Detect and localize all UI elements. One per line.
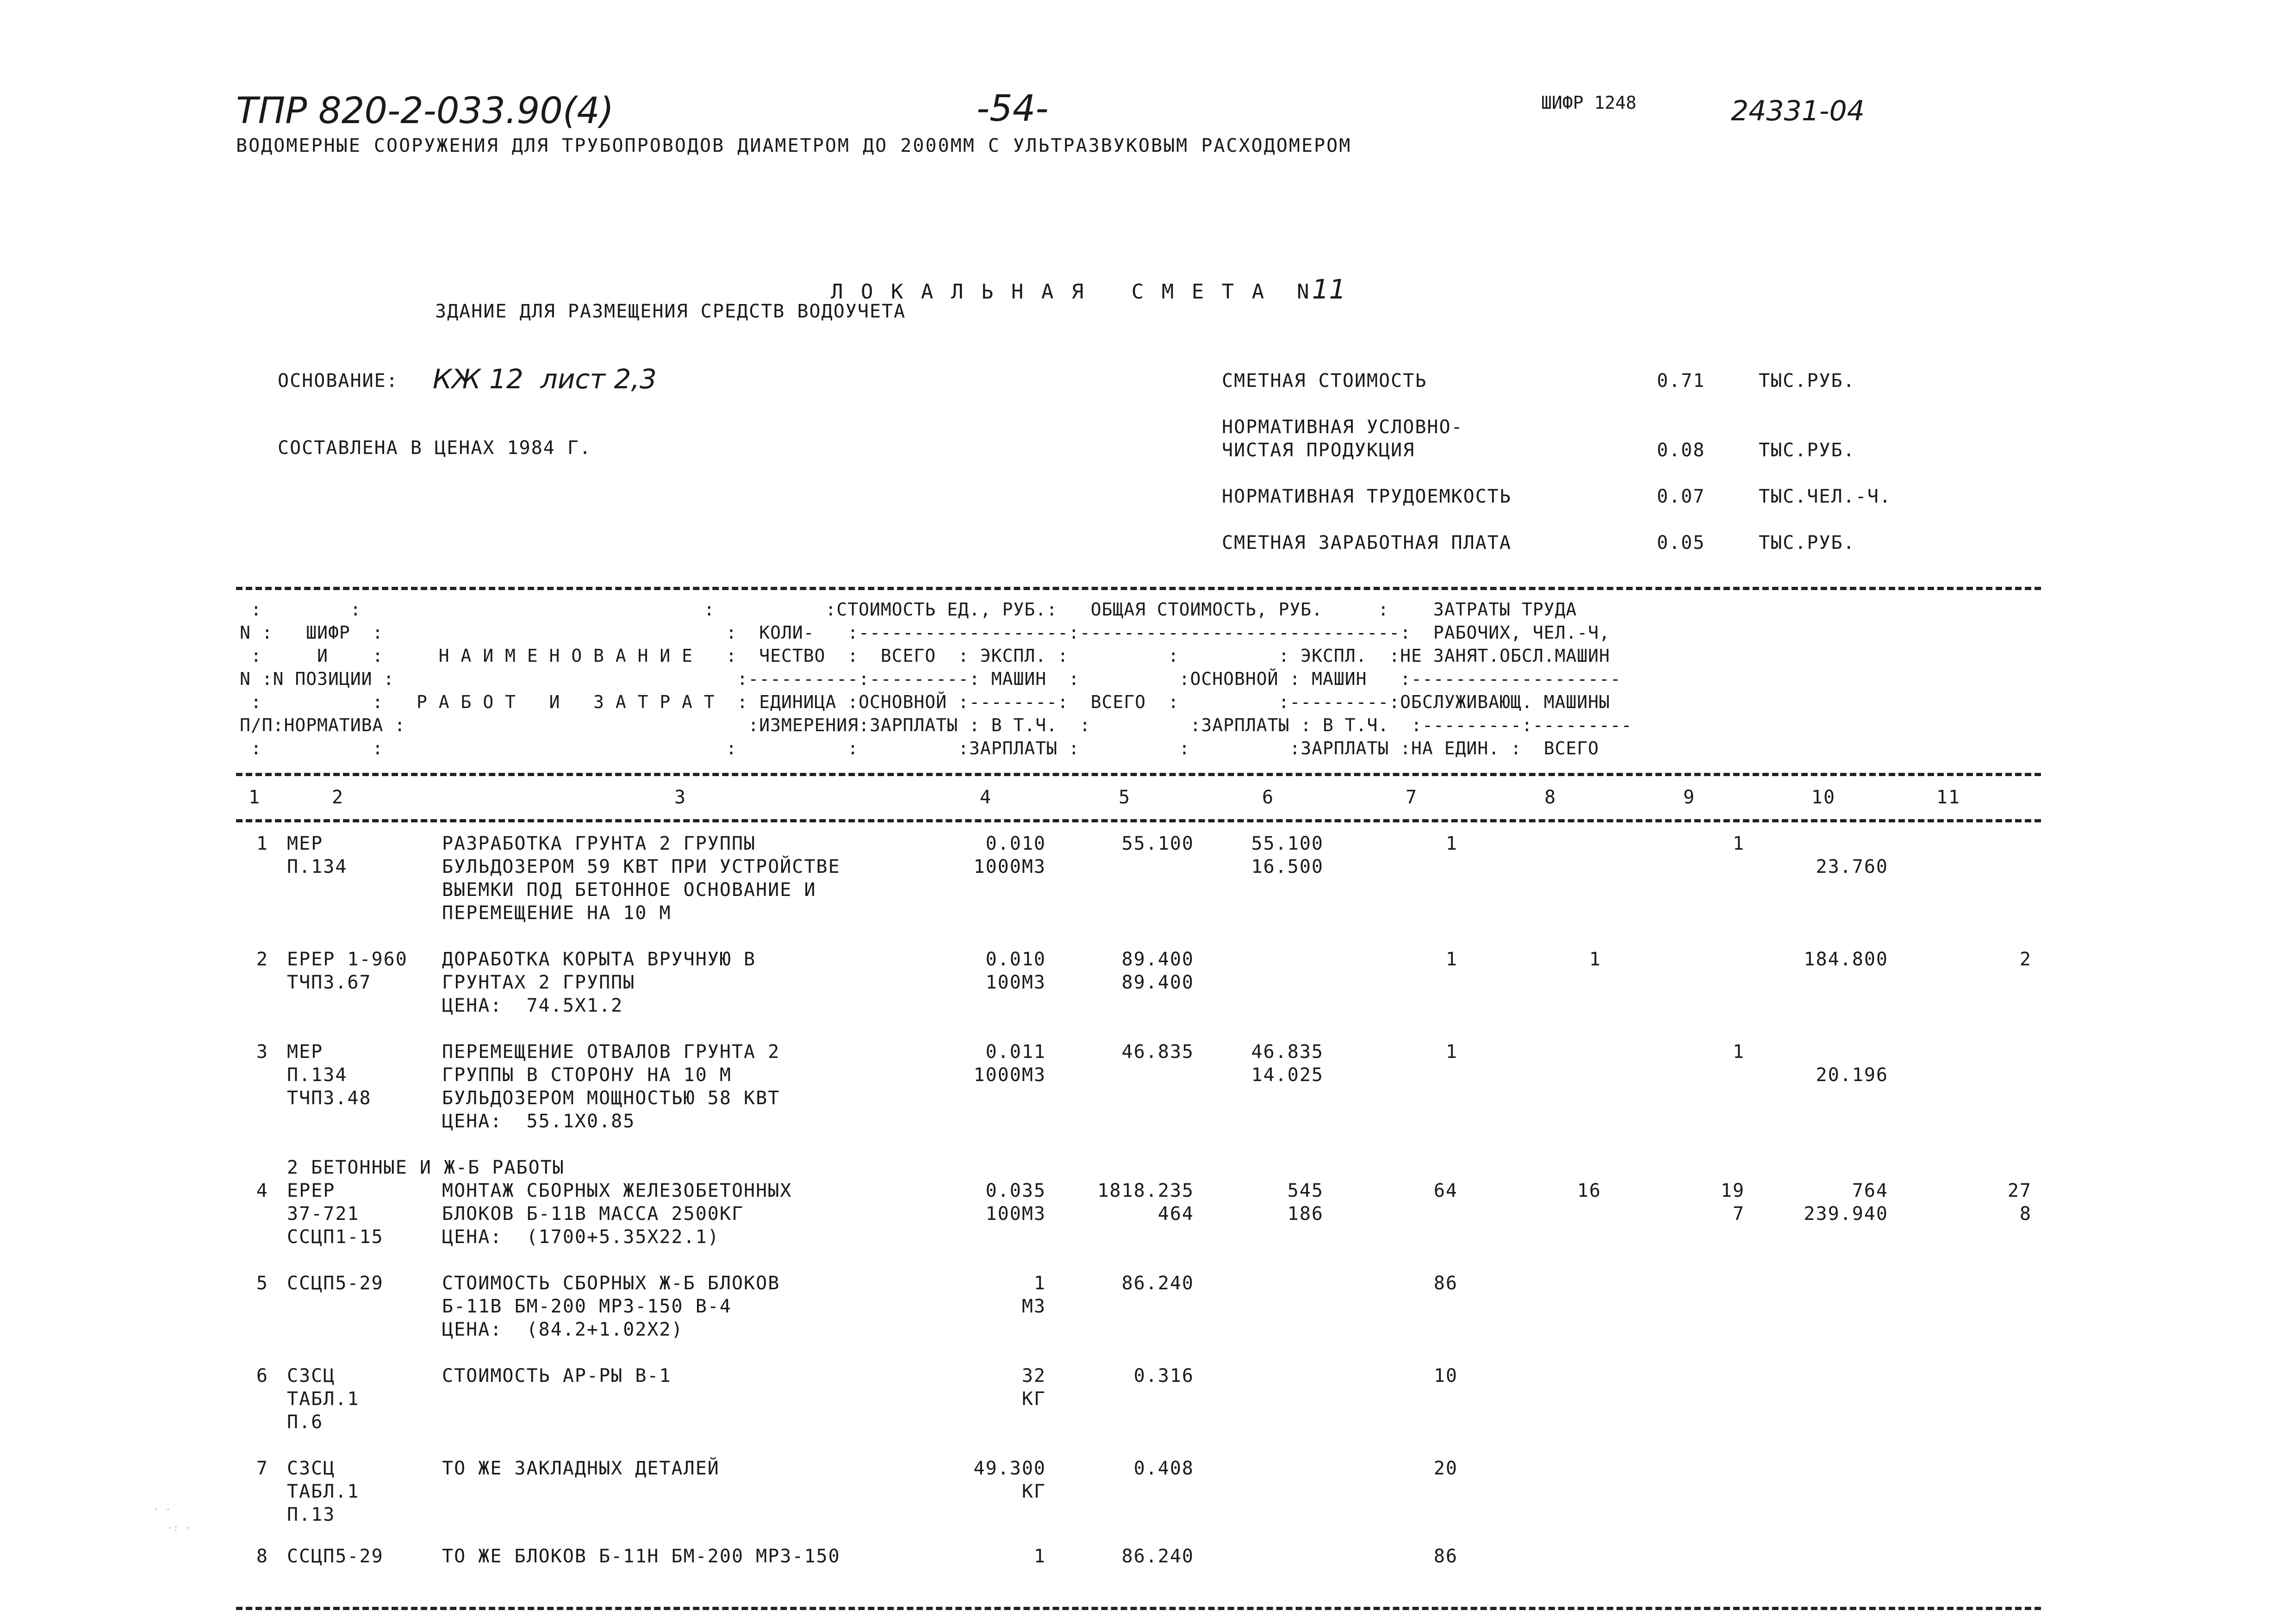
summary-label: НОРМАТИВНАЯ УСЛОВНО- [1222,417,1463,438]
machine-cost: 19 [1720,1180,1745,1201]
basis-label: ОСНОВАНИЕ: [278,370,398,392]
machine-unit-cost: 46.835 [1251,1041,1324,1063]
work-name: БУЛЬДОЗЕРОМ 59 КВТ ПРИ УСТРОЙСТВЕ [442,856,840,877]
scan-speck: ·: · [167,1523,191,1534]
work-name: ПЕРЕМЕЩЕНИЕ НА 10 М [442,902,672,924]
summary-value: 0.71 [1657,370,1705,392]
table-bottom-rule [236,1607,2041,1610]
norm-code: СЗСЦ [287,1458,336,1479]
row-number: 7 [256,1458,268,1479]
column-number: 8 [1544,787,1557,808]
row-number: 4 [256,1180,268,1201]
norm-code: ЕРЕР [287,1180,336,1201]
summary-unit: ТЫС.ЧЕЛ.-Ч. [1759,486,1892,507]
document-code: ТПР 820-2-033.90(4) [236,90,614,132]
norm-code: ССЦП5-29 [287,1546,384,1567]
quantity: 1000М3 [973,856,1046,877]
quantity: 100М3 [985,972,1046,993]
work-name: ЦЕНА: 74.5Х1.2 [442,995,623,1016]
labor-per-unit: 184.800 [1804,949,1888,970]
column-number: 5 [1118,787,1131,808]
column-number: 10 [1811,787,1836,808]
machine-cost: 1 [1732,1041,1745,1063]
quantity: 0.011 [985,1041,1046,1063]
table-header-rule [236,773,2041,776]
total-cost: 86 [1433,1546,1458,1567]
norm-code: П.134 [287,856,348,877]
quantity: 0.035 [985,1180,1046,1201]
quantity: 0.010 [985,949,1046,970]
total-cost: 1 [1445,833,1458,854]
quantity: 100М3 [985,1203,1046,1225]
labor-per-unit: 239.940 [1804,1203,1888,1225]
unit-cost: 0.408 [1133,1458,1194,1479]
estimate-title-text: Л О К А Л Ь Н А Я С М Е Т А N [830,280,1312,304]
norm-code: ТЧПЗ.48 [287,1088,372,1109]
labor-total: 2 [2019,949,2032,970]
row-number: 6 [256,1365,268,1387]
unit-cost: 1818.235 [1097,1180,1194,1201]
norm-code: ССЦП5-29 [287,1273,384,1294]
total-cost: 86 [1433,1273,1458,1294]
row-number: 8 [256,1546,268,1567]
document-subtitle: ВОДОМЕРНЫЕ СООРУЖЕНИЯ ДЛЯ ТРУБОПРОВОДОВ ДИАМЕТРОМ ДО 2000ММ С УЛЬТРАЗВУКОВЫМ РАСХОДОМЕРОМ [236,135,1352,156]
work-name: ВЫЕМКИ ПОД БЕТОННОЕ ОСНОВАНИЕ И [442,879,816,901]
work-name: БЛОКОВ Б-11В МАССА 2500КГ [442,1203,744,1225]
norm-code: ССЦП1-15 [287,1226,384,1248]
row-number: 5 [256,1273,268,1294]
quantity: 0.010 [985,833,1046,854]
total-cost: 1 [1445,1041,1458,1063]
machine-unit-cost: 545 [1287,1180,1324,1201]
total-cost: 10 [1433,1365,1458,1387]
work-name: Б-11В БМ-200 МРЗ-150 В-4 [442,1296,732,1317]
work-name: ЦЕНА: (1700+5.35Х22.1) [442,1226,720,1248]
summary-unit: ТЫС.РУБ. [1759,370,1855,392]
summary-label-continued: ЧИСТАЯ ПРОДУКЦИЯ [1222,440,1415,461]
scan-speck: · · [153,1504,171,1516]
table-header-line: : : Р А Б О Т И З А Т Р А Т : ЕДИНИЦА :ОСНОВНОЙ :--------: ВСЕГО : :---------:ОБСЛУЖИВАЮЩ. МАШИНЫ [240,692,1610,712]
norm-code: 37-721 [287,1203,360,1225]
table-header-line: : : : :СТОИМОСТЬ ЕД., РУБ.: ОБЩАЯ СТОИМОСТЬ, РУБ. : ЗАТРАТЫ ТРУДА [240,599,1577,620]
work-name: ПЕРЕМЕЩЕНИЕ ОТВАЛОВ ГРУНТА 2 [442,1041,780,1063]
summary-label: СМЕТНАЯ СТОИМОСТЬ [1222,370,1427,392]
quantity: М3 [1021,1296,1046,1317]
norm-code: ЕРЕР 1-960 [287,949,408,970]
quantity: КГ [1021,1481,1046,1502]
summary-label: НОРМАТИВНАЯ ТРУДОЕМКОСТЬ [1222,486,1512,507]
row-number: 2 [256,949,268,970]
work-name: ДОРАБОТКА КОРЫТА ВРУЧНУЮ В [442,949,756,970]
quantity: 1 [1033,1273,1046,1294]
labor-per-unit: 20.196 [1816,1064,1888,1086]
total-cost: 64 [1433,1180,1458,1201]
work-name: МОНТАЖ СБОРНЫХ ЖЕЛЕЗОБЕТОННЫХ [442,1180,792,1201]
summary-value: 0.07 [1657,486,1705,507]
unit-cost: 464 [1157,1203,1194,1225]
quantity: 1 [1033,1546,1046,1567]
base-wage: 1 [1589,949,1601,970]
work-name: ЦЕНА: 55.1Х0.85 [442,1111,635,1132]
page-number: -54- [977,88,1049,130]
norm-code: ТЧПЗ.67 [287,972,372,993]
column-number: 11 [1936,787,1961,808]
norm-code: МЕР [287,1041,324,1063]
unit-cost: 89.400 [1121,949,1194,970]
table-header-line: : И : Н А И М Е Н О В А Н И Е : ЧЕСТВО : ВСЕГО : ЭКСПЛ. : : : ЭКСПЛ. :НЕ ЗАНЯТ.ОБСЛ.МАШИН [240,646,1610,666]
work-name: СТОИМОСТЬ СБОРНЫХ Ж-Б БЛОКОВ [442,1273,780,1294]
column-number: 1 [248,787,261,808]
column-number: 7 [1405,787,1418,808]
norm-code: П.6 [287,1412,324,1433]
quantity: 49.300 [973,1458,1046,1479]
machine-cost: 1 [1732,833,1745,854]
machine-unit-cost: 14.025 [1251,1064,1324,1086]
work-name: ЦЕНА: (84.2+1.02Х2) [442,1319,684,1340]
table-header-line: : : : : :ЗАРПЛАТЫ : : :ЗАРПЛАТЫ :НА ЕДИН. : ВСЕГО [240,738,1599,759]
work-name: ГРУППЫ В СТОРОНУ НА 10 М [442,1064,732,1086]
summary-unit: ТЫС.РУБ. [1759,532,1855,553]
norm-code: ТАБЛ.1 [287,1388,360,1410]
unit-cost: 55.100 [1121,833,1194,854]
total-cost: 1 [1445,949,1458,970]
table-header-line: N : ШИФР : : КОЛИ- :-------------------:-----------------------------: РАБОЧИХ, ЧЕЛ.-Ч, [240,622,1610,643]
column-number: 2 [331,787,344,808]
column-number: 9 [1683,787,1696,808]
norm-code: ТАБЛ.1 [287,1481,360,1502]
unit-cost: 0.316 [1133,1365,1194,1387]
labor-per-unit: 23.760 [1816,856,1888,877]
labor-total: 8 [2019,1203,2032,1225]
work-name: ТО ЖЕ БЛОКОВ Б-11Н БМ-200 МРЗ-150 [442,1546,840,1567]
machine-unit-cost: 55.100 [1251,833,1324,854]
work-name: СТОИМОСТЬ АР-РЫ В-1 [442,1365,672,1387]
section-heading: 2 БЕТОННЫЕ И Ж-Б РАБОТЫ [287,1157,565,1178]
unit-cost: 46.835 [1121,1041,1194,1063]
column-numbers-rule [236,819,2041,822]
row-number: 3 [256,1041,268,1063]
quantity: 1000М3 [973,1064,1046,1086]
column-number: 6 [1262,787,1275,808]
norm-code: П.134 [287,1064,348,1086]
norm-code: СЗСЦ [287,1365,336,1387]
cipher-label: ШИФР 1248 [1541,93,1636,113]
summary-label: СМЕТНАЯ ЗАРАБОТНАЯ ПЛАТА [1222,532,1512,553]
summary-value: 0.05 [1657,532,1705,553]
table-header-line: N :N ПОЗИЦИИ : :----------:---------: МАШИН : :ОСНОВНОЙ : МАШИН :------------------- [240,669,1621,689]
column-number: 3 [674,787,687,808]
machine-unit-cost: 16.500 [1251,856,1324,877]
estimate-object: ЗДАНИЕ ДЛЯ РАЗМЕЩЕНИЯ СРЕДСТВ ВОДОУЧЕТА [435,301,906,322]
unit-cost: 89.400 [1121,972,1194,993]
norm-code: МЕР [287,833,324,854]
summary-unit: ТЫС.РУБ. [1759,440,1855,461]
inventory-number: 24331-04 [1731,95,1865,127]
work-name: ГРУНТАХ 2 ГРУППЫ [442,972,635,993]
work-name: ТО ЖЕ ЗАКЛАДНЫХ ДЕТАЛЕЙ [442,1458,720,1479]
estimate-number: 11 [1312,274,1346,305]
base-wage: 16 [1577,1180,1601,1201]
work-name: БУЛЬДОЗЕРОМ МОЩНОСТЬЮ 58 КВТ [442,1088,780,1109]
norm-code: П.13 [287,1504,336,1525]
quantity: 32 [1021,1365,1046,1387]
table-top-rule [236,587,2041,590]
machine-unit-cost: 186 [1287,1203,1324,1225]
basis-value: КЖ 12 лист 2,3 [433,363,657,395]
work-name: РАЗРАБОТКА ГРУНТА 2 ГРУППЫ [442,833,756,854]
unit-cost: 86.240 [1121,1273,1194,1294]
row-number: 1 [256,833,268,854]
table-header-line: П/П:НОРМАТИВА : :ИЗМЕРЕНИЯ:ЗАРПЛАТЫ : В Т.Ч. : :ЗАРПЛАТЫ : В Т.Ч. :---------:--------- [240,715,1632,735]
total-cost: 20 [1433,1458,1458,1479]
summary-value: 0.08 [1657,440,1705,461]
estimate-title [801,250,1346,305]
quantity: КГ [1021,1388,1046,1410]
column-number: 4 [979,787,992,808]
unit-cost: 86.240 [1121,1546,1194,1567]
labor-per-unit: 764 [1852,1180,1888,1201]
machine-cost: 7 [1732,1203,1745,1225]
labor-total: 27 [2007,1180,2032,1201]
prices-basis: СОСТАВЛЕНА В ЦЕНАХ 1984 Г. [278,437,592,459]
